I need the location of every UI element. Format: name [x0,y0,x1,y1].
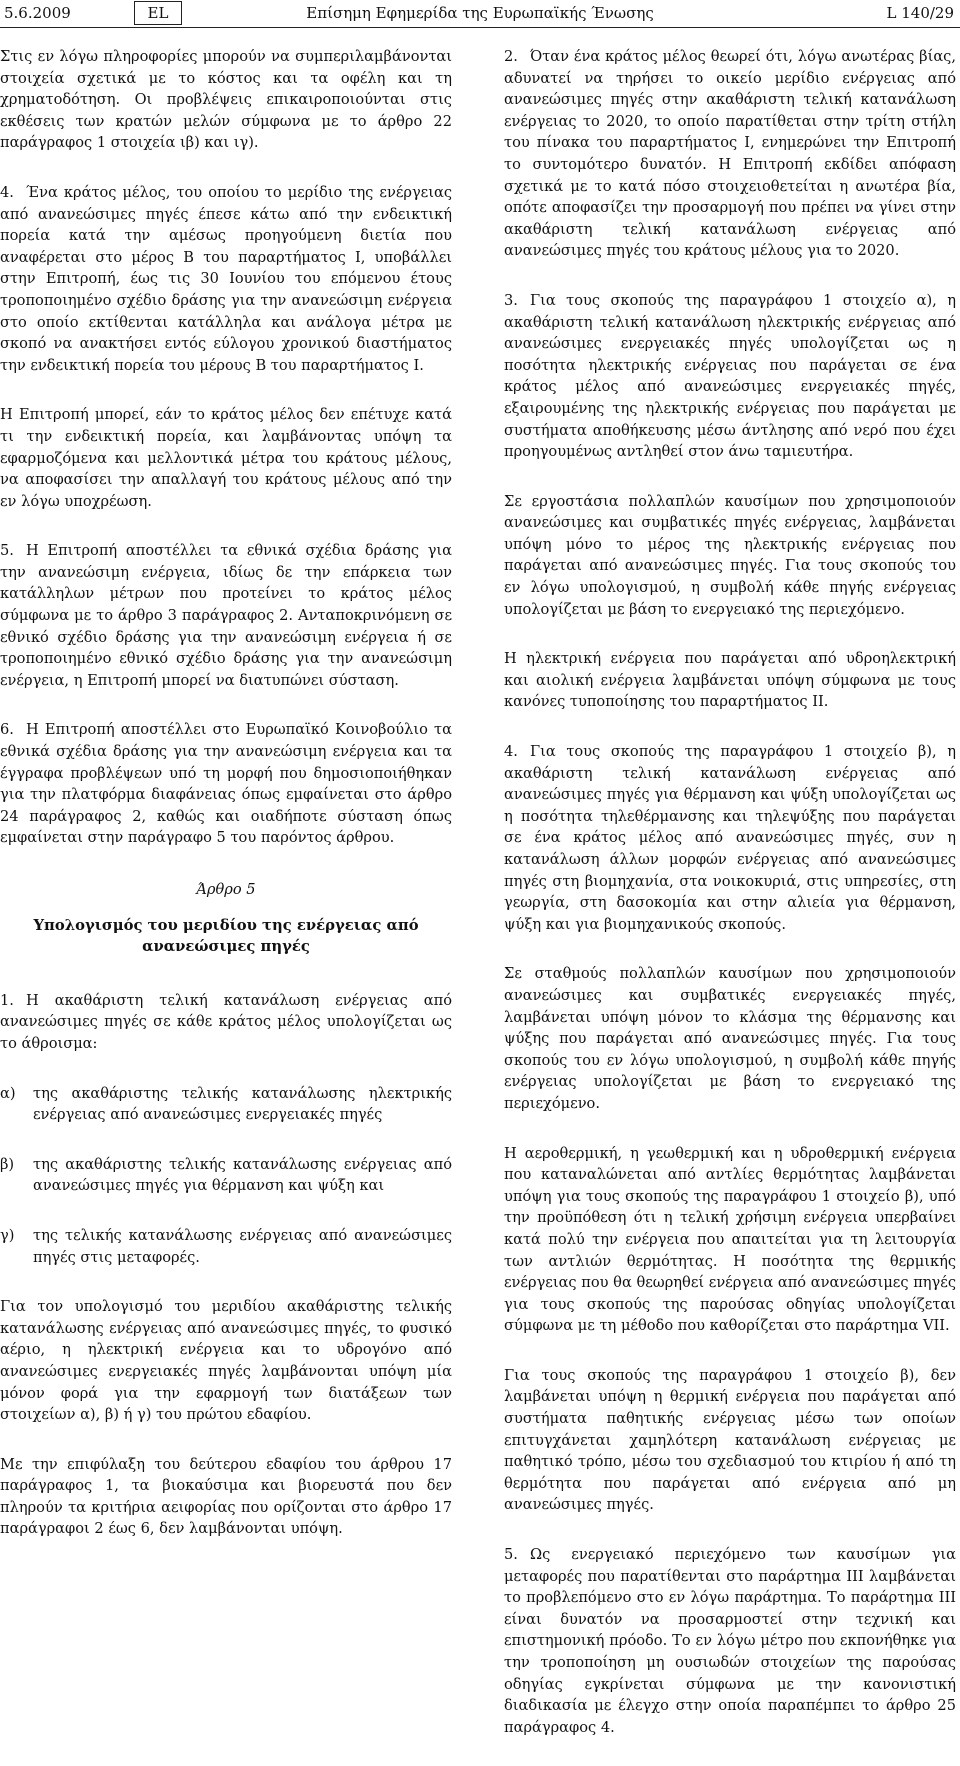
paragraph-number: 5. [504,1546,518,1564]
paragraph-6: 6. Η Επιτροπή αποστέλλει στο Ευρωπαϊκό Κοινοβούλιο τα εθνικά σχέδια δράσης για την ανανεώσιμη ενέργεια και τα έγγραφα προβλέψεων υπό τη μορφή που δημοσιοποιήθηκαν για την πλατφόρμα διαφάνειας όπως εμφαίνεται στο άρθρο 24 παράγραφος 2, καθώς και οιαδήποτε σύσταση όπως εμφαίνεται στην παράγραφο 5 του παρόντος άρθρου. [0,721,452,847]
left-column [0,46,452,1568]
page-header [0,0,960,30]
paragraph-4: 4. Ένα κράτος μέλος, του οποίου το μερίδιο της ενέργειας από ανανεώσιμες πηγές έπεσε κάτω από την ενδεικτική πορεία κατά την αμέσως προηγούμενη διετία που αναφέρεται στο μέρος Β του παραρτήματος Ι, υποβάλλει στην Επιτροπή, έως τις 30 Ιουνίου του επόμενου έτους τροποποιημένο σχέδιο δράσης για την ανανεώσιμη ενέργεια στο οποίο εκτίθενται κατάλληλα και ανάλογα μέτρα με σκοπό να ανακτήσει εντός εύλογου χρονικού διαστήματος την ενδεικτική πορεία του μέρους Β του παραρτήματος Ι. [0,183,452,374]
article-paragraph-1: 1. Η ακαθάριστη τελική κατανάλωση ενέργειας από ανανεώσιμες πηγές σε κάθε κράτος μέλος υπολογίζεται ως το άθροισμα: [0,991,452,1052]
list-marker: β) [0,1155,15,1173]
paragraph-3-third: Η ηλεκτρική ενέργεια που παράγεται από υδροηλεκτρική και αιολική ενέργεια λαμβάνεται υπόψη σύμφωνα με τους κανόνες τυποποίησης του παραρτήματος ΙΙ. [504,650,956,711]
list-item-a [0,1083,452,1126]
paragraph-number: 1. [0,991,14,1009]
article-number: Άρθρο 5 [196,881,256,898]
journal-title: Επίσημη Εφημερίδα της Ευρωπαϊκής Ένωσης [306,4,654,22]
paragraph-calculation: Για τον υπολογισμό του μεριδίου ακαθάριστης τελικής κατανάλωσης ενέργειας από ανανεώσιμες πηγές, το φυσικό αέριο, η ηλεκτρική ενέργεια και το υδρογόνο από ανανεώσιμες ενεργειακές πηγές λαμβάνονται υπόψη μία μόνον φορά για την εφαρμογή των διατάξεων των στοιχείων α), β) ή γ) του πρώτου εδαφίου. [0,1298,452,1424]
paragraph-4-second-right: Σε σταθμούς πολλαπλών καυσίμων που χρησιμοποιούν ανανεώσιμες και συμβατικές ενεργειακές πηγές, λαμβάνεται υπόψη μόνον το κλάσμα της θέρμανσης και ψύξης που παράγεται από ανανεώσιμες πηγές. Για τους σκοπούς του εν λόγω υπολογισμού, η συμβολή κάθε πηγής ενέργειας υπολογίζεται με βάση το ενεργειακό της περιεχόμενο. [504,965,956,1112]
paragraph-intro: Στις εν λόγω πληροφορίες μπορούν να συμπεριλαμβάνονται στοιχεία σχετικά με το κόστος και τα οφέλη και τη χρηματοδότηση. Οι προβλέψεις επικαιροποιούνται στις εκθέσεις των κρατών μελών σύμφωνα με το άρθρο 22 παράγραφος 1 στοιχεία ιβ) και ιγ). [0,48,452,152]
article-title: Υπολογισμός του μεριδίου της ενέργειας από ανανεώσιμες πηγές [33,916,419,956]
right-column [504,46,956,1766]
list-item-text: της ακαθάριστης τελικής κατανάλωσης ηλεκτρικής ενέργειας από ανανεώσιμες ενεργειακές πηγές [33,1084,452,1124]
list-item-b [0,1154,452,1197]
list-item-text: της τελικής κατανάλωσης ενέργειας από ανανεώσιμες πηγές στις μεταφορές. [33,1226,452,1266]
paragraph-5: 5. Η Επιτροπή αποστέλλει τα εθνικά σχέδια δράσης για την ανανεώσιμη ενέργεια, ιδίως δε την επάρκεια των κατάλληλων μέτρων που προτείνει το κράτος μέλος σύμφωνα με το άρθρο 3 παράγραφος 2. Ανταποκρινόμενη σε εθνικό σχέδιο δράσης για την ανανεώσιμη ενέργεια ή σε τροποποιημένο εθνικό σχέδιο δράσης για την ανανεώσιμη ενέργεια, η Επιτροπή μπορεί να διατυπώνει σύσταση. [0,542,452,689]
page-reference: L 140/29 [886,4,954,22]
list-marker: γ) [0,1226,15,1244]
paragraph-number: 4. [504,743,518,761]
list-item-c [0,1225,452,1268]
paragraph-3-second: Σε εργοστάσια πολλαπλών καυσίμων που χρησιμοποιούν ανανεώσιμες και συμβατικές πηγές ενέργειας, λαμβάνεται υπόψη μόνο το μέρος της ηλεκτρικής ενέργειας που παράγεται από ανανεώσιμες πηγές. Για τους σκοπούς του εν λόγω υπολογισμού, η συμβολή κάθε πηγής ενέργειας υπολογίζεται με βάση το ενεργειακό της περιεχόμενο. [504,492,956,618]
article-paragraph-2: 2. Όταν ένα κράτος μέλος θεωρεί ότι, λόγω ανωτέρας βίας, αδυνατεί να τηρήσει το οικείο μερίδιο ενέργειας από ανανεώσιμες πηγές στην ακαθάριστη τελική κατανάλωση ενέργειας το 2020, το οποίο παρατίθεται στην τρίτη στήλη του πίνακα του παραρτήματος Ι, ενημερώνει την Επιτροπή το συντομότερο δυνατόν. Η Επιτροπή εκδίδει απόφαση σχετικά με το κατά πόσο στοιχειοθετείται η ανωτέρα βία, οπότε αποφασίζει την προσαρμογή που πρέπει να γίνει στην ακαθάριστη τελική κατανάλωση ενέργειας από ανανεώσιμες πηγές του κράτους μέλους για το 2020. [504,48,956,260]
list-marker: α) [0,1084,16,1102]
paragraph-biofuels: Με την επιφύλαξη του δεύτερου εδαφίου του άρθρου 17 παράγραφος 1, τα βιοκαύσιμα και βιορευστά που δεν πληρούν τα κριτήρια αειφορίας που ορίζονται στο άρθρο 17 παράγραφοι 2 έως 6, δεν λαμβάνονται υπόψη. [0,1455,452,1538]
paragraph-4-second: Η Επιτροπή μπορεί, εάν το κράτος μέλος δεν επέτυχε κατά τι την ενδεικτική πορεία, και λαμβάνοντας υπόψη τα εφαρμοζόμενα και μελλοντικά μέτρα του κράτους μέλους, να αποφασίσει την απαλλαγή του κράτους μέλους από την εν λόγω υποχρέωση. [0,406,452,510]
paragraph-number: 6. [0,721,14,739]
list-item-text: της ακαθάριστης τελικής κατανάλωσης ενέργειας από ανανεώσιμες πηγές για θέρμανση και ψύξη και [33,1155,452,1195]
article-paragraph-5: 5. Ως ενεργειακό περιεχόμενο των καυσίμων για μεταφορές που παρατίθενται στο παράρτημα ΙΙΙ λαμβάνεται το προβλεπόμενο στο εν λόγω παράρτημα. Το παράρτημα ΙΙΙ είναι δυνατόν να προσαρμοστεί στην τεχνική και επιστημονική πρόοδο. Το εν λόγω μέτρο που εκπονήθηκε για την τροποποίηση μη ουσιωδών στοιχείων της παρούσας οδηγίας εγκρίνεται σύμφωνα με την κανονιστική διαδικασία με έλεγχο στην οποία παραπέμπει το άρθρο 25 παράγραφος 4. [504,1546,956,1736]
paragraph-4-third-right: Η αεροθερμική, η γεωθερμική και η υδροθερμική ενέργεια που καταναλώνεται από αντλίες θερμότητας λαμβάνεται υπόψη για τους σκοπούς της παραγράφου 1 στοιχείο β), υπό την προϋπόθεση ότι η τελική χρήσιμη ενέργεια υπερβαίνει κατά πολύ την ενέργεια που απαιτείται για τη λειτουργία των αντλιών θερμότητας. Η ποσότητα της θερμικής ενέργειας που θα θεωρηθεί ενέργεια από ανανεώσιμες πηγές για τους σκοπούς της παρούσας οδηγίας υπολογίζεται σύμφωνα με τη μέθοδο που καθορίζεται στο παράρτημα VII. [504,1144,956,1335]
paragraph-number: 4. [0,183,14,201]
language-code-box: EL [134,1,182,25]
paragraph-number: 2. [504,48,518,65]
paragraph-number: 3. [504,291,518,309]
article-paragraph-3: 3. Για τους σκοπούς της παραγράφου 1 στοιχείο α), η ακαθάριστη τελική κατανάλωση ηλεκτρικής ενέργειας από ανανεώσιμες ενεργειακές πηγές υπολογίζεται ως η ποσότητα ηλεκτρικής ενέργειας που παράγεται σε ένα κράτος μέλος από ανανεώσιμες ενεργειακές πηγές, εξαιρουμένης της ηλεκτρικής ενέργειας που παράγεται με συστήματα αποθήκευσης μέσω άντλησης από νερό που έχει προηγουμένως αντληθεί στον άνω ταμιευτήρα. [504,291,956,461]
header-rule [0,27,960,28]
article-paragraph-4: 4. Για τους σκοπούς της παραγράφου 1 στοιχείο β), η ακαθάριστη τελική κατανάλωση ενέργειας από ανανεώσιμες πηγές για θέρμανση και ψύξη υπολογίζεται ως η ποσότητα τηλεθέρμανσης και τηλεψύξης που παράγεται σε ένα κράτος μέλος από ανανεώσιμες πηγές, συν η κατανάλωση άλλων μορφών ενέργειας από ανανεώσιμες πηγές στη βιομηχανία, στα νοικοκυριά, στις υπηρεσίες, στη γεωργία, στη δασοκομία και στην αλιεία για θέρμανση, ψύξη και για βιομηχανικούς σκοπούς. [504,743,956,933]
header-date: 5.6.2009 [4,4,71,22]
paragraph-number: 5. [0,542,14,560]
paragraph-4-fourth-right: Για τους σκοπούς της παραγράφου 1 στοιχείο β), δεν λαμβάνεται υπόψη η θερμική ενέργεια που παράγεται από συστήματα παθητικής ενέργειας μέσω των οποίων επιτυγχάνεται χαμηλότερη κατανάλωση ενέργειας με παθητικό τρόπο, μέσω του σχεδιασμού του κτιρίου ή από τη θερμότητα που παράγεται από ενέργεια από μη ανανεώσιμες πηγές. [504,1366,956,1514]
